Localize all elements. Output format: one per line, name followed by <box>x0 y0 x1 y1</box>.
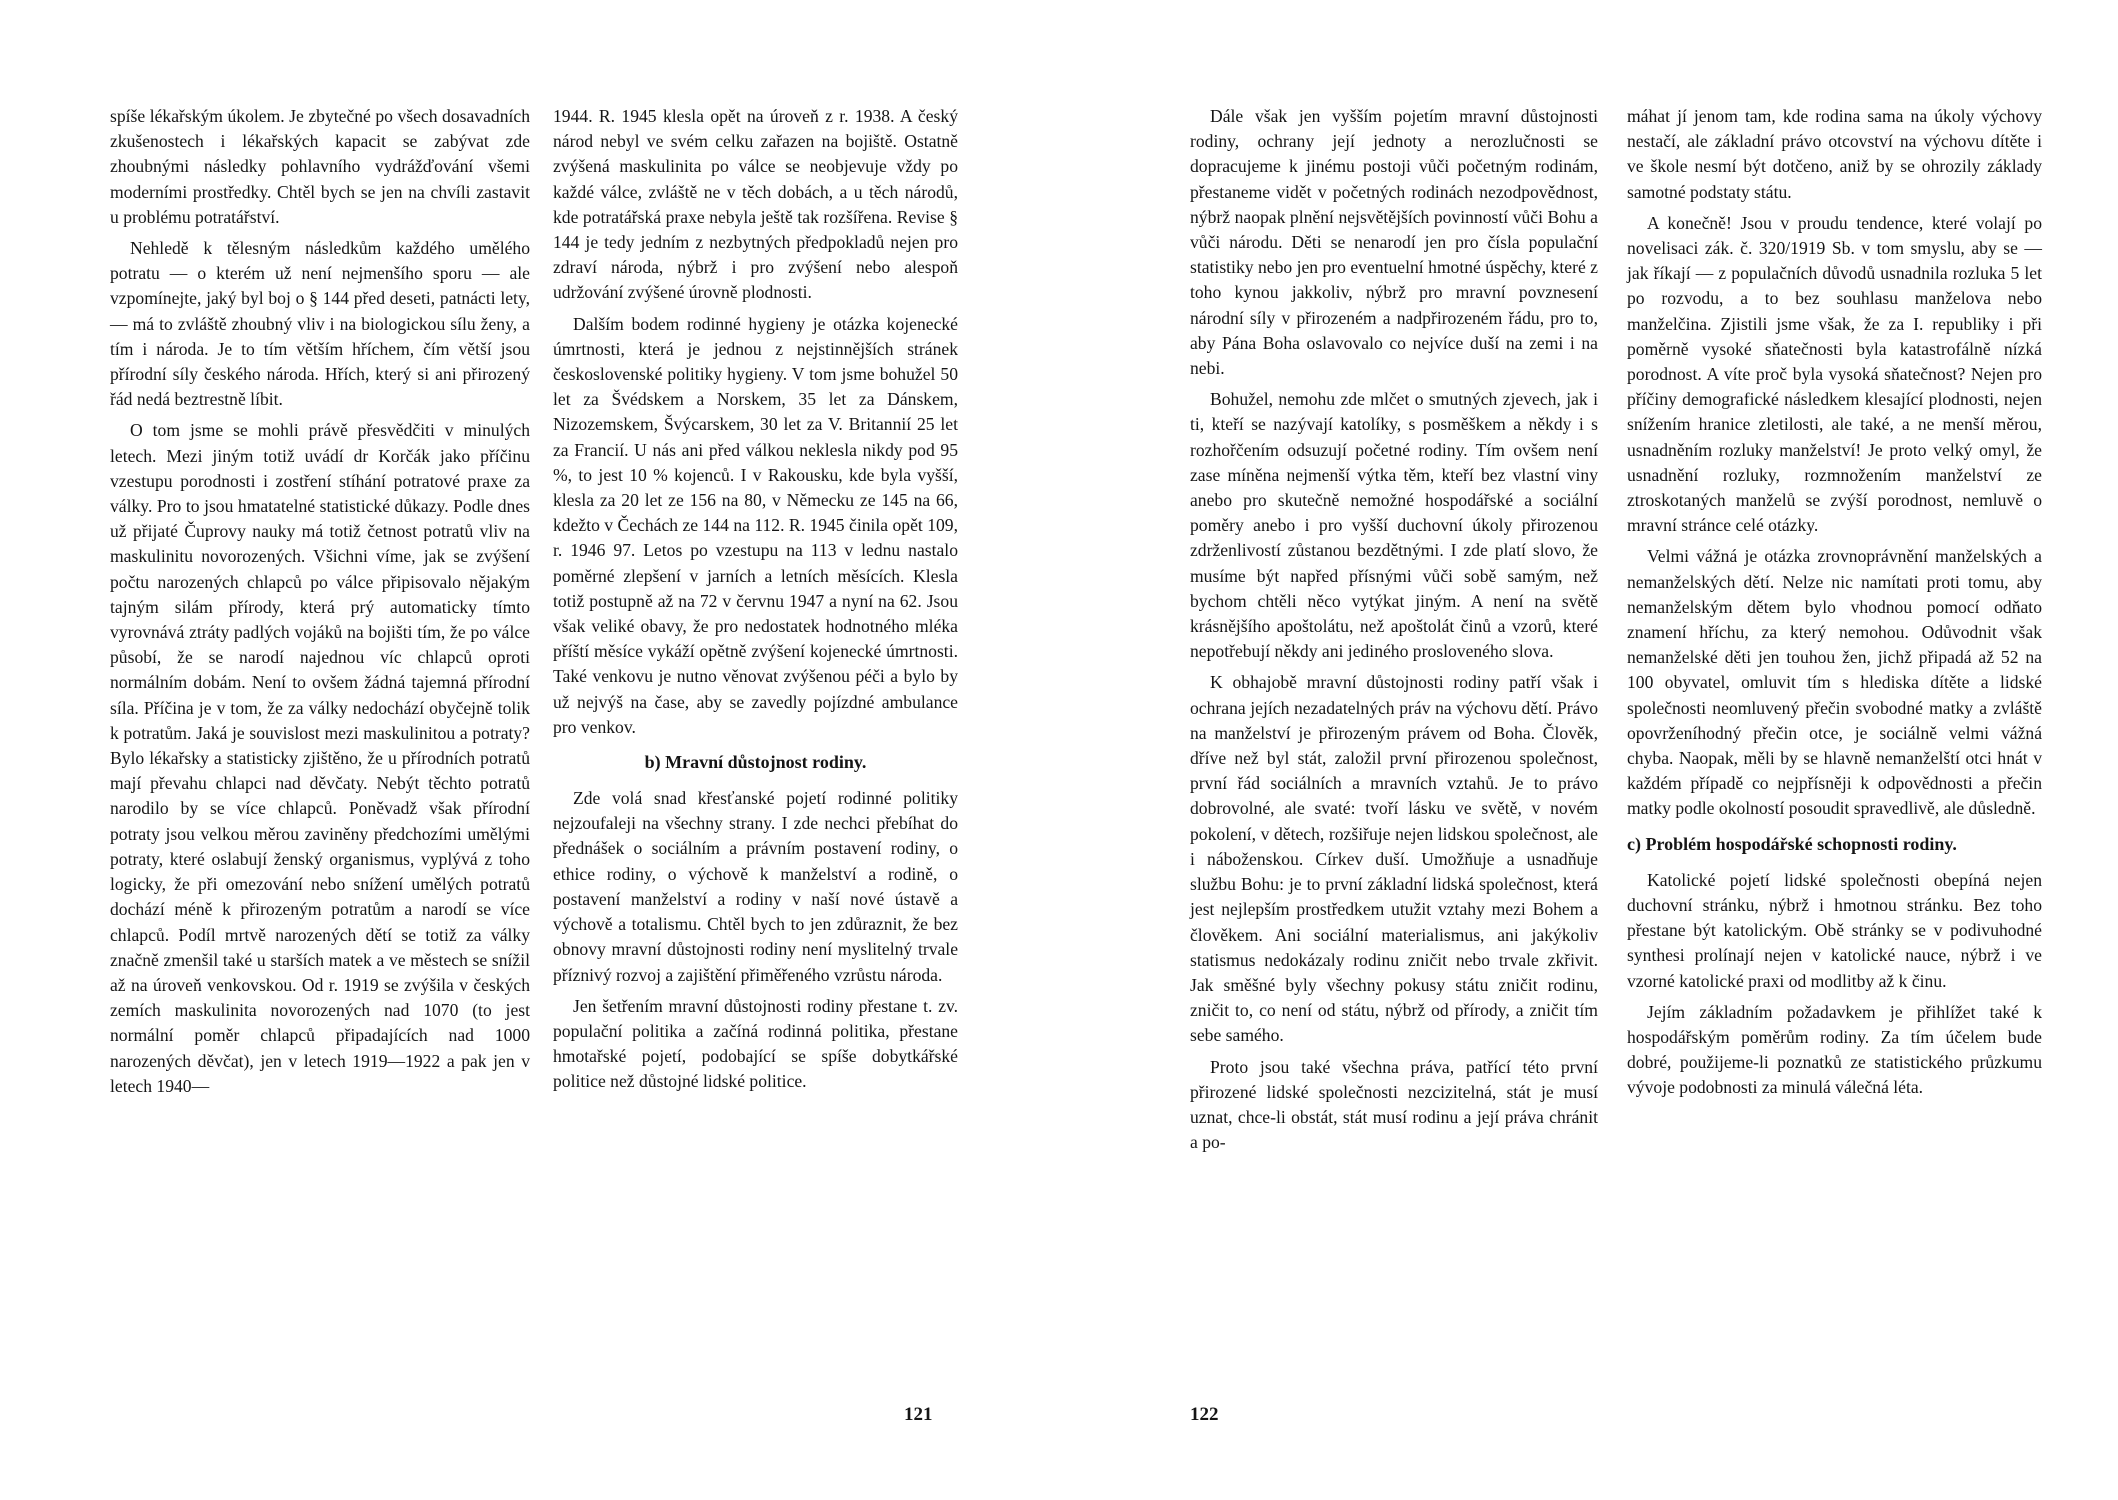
paragraph: máhat jí jenom tam, kde rodina sama na úkoly výchovy nestačí, ale základní právo otcovství na výchovu dítěte i ve škole nesmí být dotčeno, aniž by se ohrozily základy samotné podstaty státu. <box>1627 106 2042 202</box>
paragraph: K obhajobě mravní důstojnosti rodiny patří však i ochrana jejích nezadatelných práv na výchovu dětí. Právo na manželství je přirozeným právem od Boha. Člověk, dříve než byl stát, založil první přirozenou společnost, první řád sociálních a mravních vztahů. Je to právo dobrovolné, ale svaté: tvoří lásku ve světě, v novém pokolení, v dětech, rozšiřuje nejen lidskou společnost, ale i náboženskou. Církev duší. Umožňuje a usnadňuje službu Bohu: je to první základní lidská společnost, která jest nejlepším prostředkem utužit vztahy mezi Bohem a člověkem. Ani sociální materialismus, ani jakýkoliv statismus nedokázaly rodinu zničit nebo trvale zkřivit. Jak směšné byly všechny pokusy státu zničit rodinu, zničit to, co není od státu, nýbrž od přírody, a zničit tím sebe samého. <box>1190 672 1598 1046</box>
paragraph: Bohužel, nemohu zde mlčet o smutných zjevech, jak i ti, kteří se nazývají katolíky, s posměškem a někdy i s rozhořčením odsuzují početné rodiny. Tím ovšem není zase míněna nejmenší výtka těm, kteří bez vlastní viny anebo pro skutečně nemožné hospodářské a sociální poměry anebo i pro vyšší duchovní úkoly přirozenou zdrženlivostí zůstanou bezdětnými. I zde platí slovo, že musíme být napřed přísnými vůči sobě samým, než bychom chtěli něco vytýkat jiným. A není na světě krásnějšího apoštolátu, než apoštolát činů a vzorů, které nepotřebují někdy ani jediného prosloveného slova. <box>1190 389 1598 662</box>
section-heading-b: b) Mravní důstojnost rodiny. <box>644 752 867 773</box>
paragraph: Katolické pojetí lidské společnosti obepíná nejen duchovní stránku, nýbrž i hmotnou stránku. Bez toho přestane být katolickým. Obě stránky se v podivuhodné synthesi prolínají nejen v katolické nauce, nýbrž i ve vzorné katolické praxi od modlitby až k činu. <box>1627 869 2042 991</box>
paragraph: Dále však jen vyšším pojetím mravní důstojnosti rodiny, ochrany její jednoty a nerozlučnosti se dopracujeme k jinému postoji vůči početným rodinám, přestaneme vidět v početných rodinách nezodpovědnost, nýbrž naopak plnění nejsvětějších povinností vůči Bohu a vůči národu. Děti se nenarodí jen pro čísla populační statistiky nebo jen pro eventuelní hmotné úspěchy, které z toho kynou jakkoliv, nýbrž pro mravní povznesení národní síly v přirozeném a nadpřirozeném řádu, pro to, aby Pána Boha oslavovalo co nejvíce duší na zemi i na nebi. <box>1190 106 1598 379</box>
right-page <box>1059 0 2118 1500</box>
paragraph: 1944. R. 1945 klesla opět na úroveň z r. 1938. A český národ nebyl ve svém celku zařazen na bojiště. Ostatně zvýšená maskulinita po válce se neobjevuje vždy po každé válce, zvláště ne v těch dobách, a u těch národů, kde potratářská praxe nebyla ještě tak rozšířena. Revise § 144 je tedy jedním z nezbytných předpokladů nejen pro zdraví národa, nýbrž i pro zvýšení nebo alespoň udržování zvýšené úrovně plodnosti. <box>553 106 958 303</box>
paragraph: Zde volá snad křesťanské pojetí rodinné politiky nejzoufaleji na všechny strany. I zde nechci přebíhat do přednášek o sociálním a právním postavení rodiny, o ethice rodiny, o výchově k manželství a rodině, o postavení manželství a rodiny v naší nové ústavě a výchově a totalismu. Chtěl bych to jen zdůraznit, že bez obnovy mravní důstojnosti rodiny není myslitelný trvale příznivý rozvoj a zajištění přiměřeného vzrůstu národa. <box>553 788 958 985</box>
right-page-column-2 <box>1627 104 2042 1107</box>
paragraph: Jen šetřením mravní důstojnosti rodiny přestane t. zv. populační politika a začíná rodinná politika, přestane hmotařské pojetí, podobající se spíše dobytkářské politice než důstojné lidské politice. <box>553 995 958 1092</box>
paragraph: O tom jsme se mohli právě přesvědčiti v minulých letech. Mezi jiným totiž uvádí dr Korčák jako příčinu vzestupu porodnosti i zostření stíhání potratové praxe za války. Pro to jsou hmatatelné statistické důkazy. Podle dnes už přijaté Čuprovy nauky má totiž četnost potratů vliv na maskulinitu novorozených. Všichni víme, jak se zvýšení počtu narozených chlapců po válce připisovalo nějakým tajným silám přírody, která prý automaticky tímto vyrovnává ztráty padlých vojáků na bojišti tím, že po válce působí, že se narodí najednou víc chlapců oproti normálním dobám. Není to ovšem žádná tajemná přírodní síla. Příčina je v tom, že za války nedochází obyčejně tolik k potratům. Jaká je souvislost mezi maskulinitou a potraty? Bylo lékařsky a statisticky zjištěno, že u přírodních potratů mají převahu chlapci nad děvčaty. Nebýt těchto potratů narodilo by se více chlapců. Poněvadž však přírodní potraty jsou velkou měrou zaviněny předchozími umělými potraty, které oslabují ženský organismus, vyplývá z toho logicky, že při omezování nebo snížení umělých potratů dochází méně k přirozeným potratům a narodí se více chlapců. Podíl mrtvě narozených dětí se totiž za války značně zmenšil také u starších matek a ve městech se snížil až na úroveň venkovskou. Od r. 1919 se zvýšila v českých zemích maskulinita novorozených nad 1070 (to jest normální poměr chlapců připadajících nad 1000 narozených děvčat), jen v letech 1919—1922 a pak jen v letech 1940— <box>110 420 530 1096</box>
left-page-column-1 <box>110 104 530 1105</box>
section-heading-c: c) Problém hospodářské schopnosti rodiny. <box>1627 833 1957 854</box>
paragraph: Dalším bodem rodinné hygieny je otázka kojenecké úmrtnosti, která je jednou z nejstinnějších stránek československé politiky hygieny. V tom jsme bohužel 50 let za Švédskem a Norskem, 35 let za Dánskem, Nizozemskem, Švýcarskem, 30 let za V. Britannií 25 let za Francií. U nás ani před válkou neklesla nikdy pod 95 %, to jest 10 % kojenců. I v Rakousku, kde byla vyšší, klesla za 20 let ze 156 na 80, v Německu ze 145 na 66, kdežto v Čechách ze 144 na 112. R. 1945 činila opět 109, r. 1946 97. Letos po vzestupu na 113 v lednu nastalo poměrné zlepšení v jarních a letních měsících. Klesla totiž postupně až na 72 v červnu 1947 a nyní na 62. Jsou však veliké obavy, že pro nedostatek hodnotného mléka příští měsíce vykáží opětně zvýšení kojenecké úmrtnosti. Také venkovu je nutno věnovat zvýšenou péči a bylo by už nejvýš na čase, aby se zavedly pojízdné ambulance pro venkov. <box>553 313 958 737</box>
left-page-column-2 <box>553 104 958 1101</box>
paragraph: Velmi vážná je otázka zrovnoprávnění manželských a nemanželských dětí. Nelze nic namítati proti tomu, aby nemanželským dětem bylo vhodnou pomocí odňato znamení hříchu, za který nemohou. Odůvodnit však nemanželské děti jen touhou žen, jichž připadá až 52 na 100 obyvatel, omluvit tím s hlediska dítěte a lidské společnosti neomluvený přečin svobodné matky a zvláště opovrženíhodný přečin otce, je sociálně velmi vážná chyba. Naopak, měli by se hlavně nemanželští otci hnát v každém případě co nejpřísněji k odpovědnosti a přečin matky podle okolností posoudit spravedlivě, ale důsledně. <box>1627 546 2042 819</box>
right-page-column-1 <box>1190 104 1598 1161</box>
page-number: 122 <box>1190 1404 1219 1425</box>
paragraph: Jejím základním požadavkem je přihlížet také k hospodářským poměrům rodiny. Za tím účelem bude dobré, použijeme-li poznatků ze statistického průzkumu vývoje podobnosti za minulá válečná léta. <box>1627 1001 2042 1098</box>
paragraph: A konečně! Jsou v proudu tendence, které volají po novelisaci zák. č. 320/1919 Sb. v tom smyslu, aby se — jak říkají — z populačních důvodů usnadnila rozluka 5 let po rozvodu, a to bez souhlasu manželova nebo manželčina. Zjistili jsme však, že za I. republiky i při poměrně vysoké sňatečnosti byla katastrofálně nízká porodnost. A víte proč byla vysoká sňatečnost? Nejen pro příčiny demografické následkem klesající plodnosti, nejen snížením hranice zletilosti, ale také, a ne menší měrou, usnadněním rozluky manželství! Je proto velký omyl, že usnadnění rozluky, rozmnožením manželství ze ztroskotaných manželů se zvýší porodnost, nemluvě o mravní stránce celé otázky. <box>1627 212 2042 536</box>
paragraph: Proto jsou také všechna práva, patřící této první přirozené lidské společnosti nezcizitelná, stát je musí uznat, chce-li obstát, stát musí rodinu a její práva chránit a po- <box>1190 1056 1598 1153</box>
paragraph: spíše lékařským úkolem. Je zbytečné po všech dosavadních zkušenostech i lékařských kapacit se zabývat zde zhoubnými následky pohlavního vydrážďování všemi moderními prostředky. Chtěl bych se jen na chvíli zastavit u problému potratářství. <box>110 106 530 227</box>
page-number: 121 <box>904 1404 933 1425</box>
paragraph: Nehledě k tělesným následkům každého umělého potratu — o kterém už není nejmenšího sporu — ale vzpomínejte, jaký byl boj o § 144 před deseti, patnácti lety, — má to zvláště zhoubný vliv i na biologickou sílu ženy, a tím i národa. Je to tím větším hříchem, čím větší jsou přírodní síly českého národa. Hřích, který si ani přirozený řád nedá beztrestně líbit. <box>110 238 530 410</box>
